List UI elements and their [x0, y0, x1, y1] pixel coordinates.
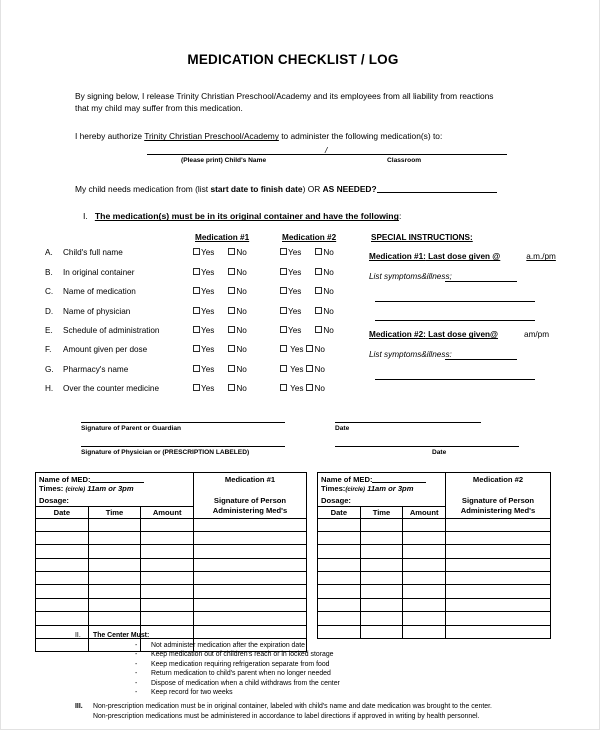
- physician-signature-caption: Signature of Physician or (PRESCRIPTION LABELED): [81, 448, 250, 456]
- checkbox-g-med2-no[interactable]: [306, 365, 313, 372]
- row-label-c: Name of medication: [63, 287, 136, 297]
- log2-times-label: Times:: [321, 484, 346, 494]
- section-one-heading: [83, 211, 551, 221]
- column-header-med1: Medication #1: [195, 233, 250, 243]
- row-letter-g: G.: [45, 364, 54, 374]
- authorize-suffix: to administer the following medication(s) to:: [278, 131, 443, 142]
- authorization-line: [75, 131, 551, 141]
- label-b-med1-yes: Yes: [201, 267, 215, 277]
- log2-cell-date[interactable]: [318, 531, 361, 544]
- table-row[interactable]: [318, 545, 551, 558]
- log2-cell-amount[interactable]: [403, 518, 446, 531]
- checkbox-f-med2-no[interactable]: [306, 345, 313, 352]
- row-a-med2-options: [280, 248, 334, 257]
- special-med2-extra-line-1[interactable]: [375, 379, 535, 380]
- medication-log-tables: [35, 472, 551, 624]
- log2-med-title: Medication #2: [472, 474, 524, 484]
- log2-col-amount: Amount: [403, 506, 446, 518]
- checkbox-c-med2-no[interactable]: [315, 287, 322, 294]
- parent-signature-line[interactable]: [81, 422, 285, 423]
- checkbox-f-med1-no[interactable]: [228, 345, 235, 352]
- special-med1-symptoms-label: List symptoms&illness;: [369, 272, 452, 282]
- physician-date-line[interactable]: [335, 446, 519, 447]
- log2-cell-date[interactable]: [318, 598, 361, 611]
- parent-date-caption: Date: [335, 424, 350, 432]
- log2-times-value[interactable]: 11am or 3pm: [367, 484, 414, 494]
- log1-cell-date[interactable]: [36, 625, 89, 638]
- log1-col-amount: Amount: [141, 506, 194, 518]
- checklist-column-headers: [35, 233, 551, 246]
- log1-cell-signature[interactable]: [194, 612, 307, 625]
- log2-cell-signature[interactable]: [446, 612, 551, 625]
- row-letter-d: D.: [45, 306, 54, 316]
- label-a-med1-yes: Yes: [201, 248, 215, 258]
- log2-cell-amount[interactable]: [403, 531, 446, 544]
- log2-cell-amount[interactable]: [403, 545, 446, 558]
- log2-cell-signature[interactable]: [446, 531, 551, 544]
- label-f-med1-no: No: [236, 345, 247, 355]
- checklist-row-h: [35, 382, 551, 401]
- checkbox-a-med2-no[interactable]: [315, 248, 322, 255]
- log1-dosage-label: Dosage:: [39, 495, 69, 505]
- log2-cell-amount[interactable]: [403, 598, 446, 611]
- label-f-med2-no: No: [314, 345, 325, 355]
- log1-med-details: [36, 472, 194, 506]
- log2-med-details: [318, 472, 446, 506]
- log1-times-value[interactable]: 11am or 3pm: [87, 484, 134, 494]
- label-a-med2-yes: Yes: [288, 248, 302, 258]
- checkbox-e-med1-no[interactable]: [228, 326, 235, 333]
- checkbox-h-med1-no[interactable]: [228, 384, 235, 391]
- row-letter-b: B.: [45, 267, 53, 277]
- log2-cell-amount[interactable]: [403, 558, 446, 571]
- log2-cell-date[interactable]: [318, 558, 361, 571]
- label-g-med1-no: No: [236, 364, 247, 374]
- label-f-med1-yes: Yes: [201, 345, 215, 355]
- medication-log-table-1: [35, 472, 307, 653]
- row-e-med1-options: [193, 326, 247, 335]
- log1-cell-time[interactable]: [88, 518, 141, 531]
- table-row[interactable]: [318, 572, 551, 585]
- log1-med-title: Medication #1: [224, 474, 276, 484]
- log2-cell-time[interactable]: [360, 598, 403, 611]
- log1-cell-signature[interactable]: [194, 572, 307, 585]
- checkbox-c-med2-yes[interactable]: [280, 287, 287, 294]
- checkbox-g-med1-no[interactable]: [228, 365, 235, 372]
- log1-cell-amount[interactable]: [141, 612, 194, 625]
- log1-cell-signature[interactable]: [194, 585, 307, 598]
- row-label-h: Over the counter medicine: [63, 384, 160, 394]
- log2-cell-signature[interactable]: [446, 558, 551, 571]
- checkbox-b-med2-no[interactable]: [315, 268, 322, 275]
- checkbox-b-med1-no[interactable]: [228, 268, 235, 275]
- row-b-med1-options: [193, 268, 247, 277]
- special-med1-extra-line-1[interactable]: [375, 301, 535, 302]
- log1-col-time: Time: [88, 506, 141, 518]
- special-med1-symptoms-input[interactable]: [445, 281, 517, 282]
- label-h-med1-yes: Yes: [201, 384, 215, 394]
- needs-part1: My child needs medication from (list: [75, 184, 211, 195]
- section-two-title: The Center Must:: [93, 631, 150, 639]
- special-med1-lastdose-text: Last dose given @: [425, 252, 501, 262]
- label-e-med2-yes: Yes: [288, 325, 302, 335]
- log1-cell-signature[interactable]: [194, 558, 307, 571]
- checkbox-d-med1-no[interactable]: [228, 307, 235, 314]
- list-item: - Keep record for two weeks: [135, 688, 233, 696]
- checkbox-h-med2-yes[interactable]: [280, 384, 287, 391]
- log2-cell-signature[interactable]: [446, 598, 551, 611]
- log2-cell-time[interactable]: [360, 518, 403, 531]
- checkbox-h-med2-no[interactable]: [306, 384, 313, 391]
- table-row[interactable]: [36, 518, 307, 531]
- label-c-med1-no: No: [236, 287, 247, 297]
- log1-signature-line1: Signature of Person: [213, 495, 287, 505]
- row-label-f: Amount given per dose: [63, 345, 148, 355]
- section-one-numeral: I.: [83, 211, 88, 222]
- log2-col-date: Date: [318, 506, 361, 518]
- label-h-med1-no: No: [236, 384, 247, 394]
- label-h-med2-no: No: [314, 384, 325, 394]
- medication-log-table-2: [317, 472, 551, 640]
- checkbox-b-med1-yes[interactable]: [193, 268, 200, 275]
- log2-cell-date[interactable]: [318, 545, 361, 558]
- special-med1-lastdose: [369, 252, 556, 261]
- label-d-med1-yes: Yes: [201, 306, 215, 316]
- as-needed-input[interactable]: [377, 183, 497, 193]
- label-a-med1-no: No: [236, 248, 247, 258]
- liability-release-text: By signing below, I release Trinity Christian Preschool/Academy and its employees from all liability from reactions that my child may suffer from this medication.: [75, 91, 494, 114]
- log2-cell-amount[interactable]: [403, 585, 446, 598]
- authorize-prefix: I hereby authorize: [75, 131, 145, 142]
- checkbox-e-med2-no[interactable]: [315, 326, 322, 333]
- log2-cell-signature[interactable]: [446, 518, 551, 531]
- row-letter-a: A.: [45, 248, 53, 258]
- needs-asneeded-bold: AS NEEDED?: [322, 184, 377, 195]
- log1-cell-date[interactable]: [36, 531, 89, 544]
- bullet-text: Keep medication requiring refrigeration separate from food: [151, 660, 330, 668]
- physician-signature-line[interactable]: [81, 446, 285, 447]
- log1-cell-time[interactable]: [88, 585, 141, 598]
- log2-signature-line2: Administering Med's: [460, 506, 536, 516]
- log2-cell-time[interactable]: [360, 612, 403, 625]
- special-med2-lastdose: [369, 330, 549, 339]
- physician-date-caption: Date: [432, 448, 447, 456]
- log2-dosage-label: Dosage:: [321, 495, 351, 505]
- form-sheet: [35, 30, 556, 721]
- row-h-med2-options: [280, 384, 325, 393]
- row-c-med2-options: [280, 287, 334, 296]
- label-g-med1-yes: Yes: [201, 364, 215, 374]
- log2-circle-note: (circle): [345, 487, 366, 494]
- row-label-g: Pharmacy's name: [63, 364, 129, 374]
- table-row[interactable]: [36, 625, 307, 638]
- label-b-med2-yes: Yes: [288, 267, 302, 277]
- log2-signature-line1: Signature of Person: [461, 495, 535, 505]
- signature-section: [35, 412, 551, 466]
- row-a-med1-options: [193, 248, 247, 257]
- checkbox-a-med2-yes[interactable]: [280, 248, 287, 255]
- label-b-med1-no: No: [236, 267, 247, 277]
- row-d-med2-options: [280, 307, 334, 316]
- log2-cell-date[interactable]: [318, 625, 361, 638]
- checkbox-c-med1-yes[interactable]: [193, 287, 200, 294]
- row-label-e: Schedule of administration: [63, 325, 160, 335]
- section-three-text: Non-prescription medication must be in original container, labeled with child's name and date medication was brought to the center. Non-prescription medications must be administered in accordance to label directions if approved in writing by health personnel.: [93, 703, 492, 720]
- log2-name-of-med-input[interactable]: [372, 475, 426, 483]
- row-letter-c: C.: [45, 287, 54, 297]
- column-header-med2: Medication #2: [282, 233, 337, 243]
- log2-header-row: [318, 472, 551, 506]
- table-row[interactable]: [36, 585, 307, 598]
- table-row[interactable]: [318, 518, 551, 531]
- label-e-med1-no: No: [236, 325, 247, 335]
- log2-cell-time[interactable]: [360, 558, 403, 571]
- checkbox-a-med1-yes[interactable]: [193, 248, 200, 255]
- column-header-special-instructions: SPECIAL INSTRUCTIONS:: [371, 233, 473, 243]
- needs-dates-bold: start date to finish date: [210, 184, 303, 195]
- row-d-med1-options: [193, 307, 247, 316]
- list-item: - Not administer medication after the expiration date: [135, 641, 305, 649]
- log2-cell-time[interactable]: [360, 625, 403, 638]
- table-row[interactable]: [318, 531, 551, 544]
- log1-cell-amount[interactable]: [141, 585, 194, 598]
- table-row[interactable]: [318, 585, 551, 598]
- bullet-text: Not administer medication after the expiration date: [151, 641, 305, 649]
- special-med2-symptoms-input[interactable]: [445, 359, 517, 360]
- log1-cell-time[interactable]: [88, 612, 141, 625]
- log1-cell-date[interactable]: [36, 545, 89, 558]
- log1-cell-amount[interactable]: [141, 531, 194, 544]
- row-letter-f: F.: [45, 345, 52, 355]
- log1-cell-time[interactable]: [88, 598, 141, 611]
- label-e-med1-yes: Yes: [201, 325, 215, 335]
- table-row[interactable]: [36, 558, 307, 571]
- log1-cell-signature[interactable]: [194, 639, 307, 652]
- log2-cell-signature[interactable]: [446, 545, 551, 558]
- log1-cell-time[interactable]: [88, 625, 141, 638]
- checkbox-f-med2-yes[interactable]: [280, 345, 287, 352]
- row-label-d: Name of physician: [63, 306, 131, 316]
- table-row[interactable]: [318, 625, 551, 638]
- bullet-text: Return medication to child's parent when no longer needed: [151, 670, 331, 678]
- checkbox-h-med1-yes[interactable]: [193, 384, 200, 391]
- name-classroom-captions: [147, 157, 507, 169]
- label-c-med2-yes: Yes: [288, 287, 302, 297]
- label-g-med2-no: No: [314, 364, 325, 374]
- log1-cell-time[interactable]: [88, 531, 141, 544]
- label-h-med2-yes: Yes: [288, 384, 304, 394]
- checkbox-c-med1-no[interactable]: [228, 287, 235, 294]
- table-row[interactable]: [318, 558, 551, 571]
- row-letter-e: E.: [45, 325, 53, 335]
- log2-col-time: Time: [360, 506, 403, 518]
- checkbox-g-med2-yes[interactable]: [280, 365, 287, 372]
- row-h-med1-options: [193, 384, 247, 393]
- log1-cell-time[interactable]: [88, 545, 141, 558]
- log2-cell-signature[interactable]: [446, 585, 551, 598]
- log1-cell-date[interactable]: [36, 558, 89, 571]
- label-g-med2-yes: Yes: [288, 364, 304, 374]
- label-d-med2-no: No: [323, 306, 334, 316]
- log1-name-of-med-label: Name of MED:: [39, 474, 91, 484]
- log1-header-row: [36, 472, 307, 506]
- row-f-med1-options: [193, 345, 247, 354]
- section-two-numeral: II.: [75, 631, 81, 639]
- label-c-med2-no: No: [323, 287, 334, 297]
- parent-signature-caption: Signature of Parent or Guardian: [81, 424, 182, 432]
- log2-cell-time[interactable]: [360, 585, 403, 598]
- log1-cell-amount[interactable]: [141, 545, 194, 558]
- table-row[interactable]: [36, 572, 307, 585]
- checkbox-g-med1-yes[interactable]: [193, 365, 200, 372]
- bullet-text: Dispose of medication when a child withdraws from the center: [151, 679, 340, 687]
- log2-cell-date[interactable]: [318, 518, 361, 531]
- log1-cell-time[interactable]: [88, 639, 141, 652]
- log2-signature-header: [446, 472, 551, 518]
- label-a-med2-no: No: [323, 248, 334, 258]
- table-row[interactable]: [36, 545, 307, 558]
- row-label-a: Child's full name: [63, 248, 123, 258]
- row-e-med2-options: [280, 326, 334, 335]
- needs-part3: ) OR: [302, 184, 323, 195]
- parent-date-line[interactable]: [335, 422, 481, 423]
- row-c-med1-options: [193, 287, 247, 296]
- log1-cell-date[interactable]: [36, 639, 89, 652]
- medication-period-line: [75, 183, 551, 194]
- list-item: - Dispose of medication when a child withdraws from the center: [135, 679, 340, 687]
- log2-name-of-med-label: Name of MED:: [321, 474, 373, 484]
- log1-name-of-med-input[interactable]: [90, 475, 144, 483]
- log2-cell-time[interactable]: [360, 545, 403, 558]
- log1-cell-amount[interactable]: [141, 639, 194, 652]
- special-med2-lastdose-text: Last dose given@: [425, 330, 499, 340]
- checkbox-d-med1-yes[interactable]: [193, 307, 200, 314]
- log1-cell-signature[interactable]: [194, 545, 307, 558]
- list-item: - Keep medication requiring refrigeration separate from food: [135, 660, 330, 668]
- log1-cell-date[interactable]: [36, 598, 89, 611]
- authorize-organization: Trinity Christian Preschool/Academy: [144, 131, 279, 142]
- log1-cell-amount[interactable]: [141, 598, 194, 611]
- table-row[interactable]: [36, 531, 307, 544]
- row-letter-h: H.: [45, 384, 54, 394]
- page-title: MEDICATION CHECKLIST / LOG: [187, 52, 399, 67]
- log1-cell-time[interactable]: [88, 572, 141, 585]
- checkbox-e-med1-yes[interactable]: [193, 326, 200, 333]
- log1-cell-signature[interactable]: [194, 531, 307, 544]
- log1-cell-amount[interactable]: [141, 572, 194, 585]
- section-one-title: The medication(s) must be in its original container and have the following: [94, 211, 399, 222]
- log2-cell-date[interactable]: [318, 612, 361, 625]
- checkbox-e-med2-yes[interactable]: [280, 326, 287, 333]
- log2-cell-date[interactable]: [318, 585, 361, 598]
- log2-cell-time[interactable]: [360, 531, 403, 544]
- row-g-med1-options: [193, 365, 247, 374]
- log1-cell-amount[interactable]: [141, 558, 194, 571]
- label-d-med1-no: No: [236, 306, 247, 316]
- classroom-caption: Classroom: [387, 157, 422, 165]
- log1-cell-signature[interactable]: [194, 598, 307, 611]
- log1-cell-amount[interactable]: [141, 625, 194, 638]
- childs-name-caption: (Please print) Child's Name: [181, 157, 267, 165]
- special-med1-ampm: a.m./pm: [526, 252, 556, 262]
- row-b-med2-options: [280, 268, 334, 277]
- special-med2-ampm: am/pm: [524, 330, 550, 340]
- section-one-colon: :: [398, 211, 402, 222]
- log1-cell-date[interactable]: [36, 572, 89, 585]
- bullet-text: Keep record for two weeks: [151, 688, 233, 696]
- label-b-med2-no: No: [323, 267, 334, 277]
- table-row[interactable]: [36, 612, 307, 625]
- child-name-classroom-field[interactable]: [147, 145, 507, 169]
- table-row[interactable]: [318, 598, 551, 611]
- log1-cell-date[interactable]: [36, 518, 89, 531]
- row-label-b: In original container: [63, 267, 135, 277]
- log1-col-date: Date: [36, 506, 89, 518]
- log1-cell-amount[interactable]: [141, 518, 194, 531]
- checkbox-d-med2-yes[interactable]: [280, 307, 287, 314]
- log2-cell-amount[interactable]: [403, 625, 446, 638]
- log1-cell-time[interactable]: [88, 558, 141, 571]
- special-med2-symptoms-label: List symptoms&illness:: [369, 350, 452, 360]
- log1-cell-date[interactable]: [36, 612, 89, 625]
- log1-cell-signature[interactable]: [194, 625, 307, 638]
- special-med1-label: Medication #1:: [369, 252, 426, 262]
- list-item: - Return medication to child's parent when no longer needed: [135, 670, 331, 678]
- label-c-med1-yes: Yes: [201, 287, 215, 297]
- special-med1-extra-line-2[interactable]: [375, 320, 535, 321]
- row-g-med2-options: [280, 365, 325, 374]
- log2-cell-amount[interactable]: [403, 572, 446, 585]
- log1-signature-line2: Administering Med's: [212, 506, 288, 516]
- row-f-med2-options: [280, 345, 325, 354]
- log1-times-label: Times:: [39, 484, 64, 494]
- list-item: - Keep medication out of children's reach or in locked storage: [135, 651, 334, 659]
- label-e-med2-no: No: [323, 325, 334, 335]
- section-three-numeral: III.: [75, 703, 83, 711]
- log2-cell-signature[interactable]: [446, 572, 551, 585]
- log2-cell-date[interactable]: [318, 572, 361, 585]
- log2-cell-signature[interactable]: [446, 625, 551, 638]
- special-med2-label: Medication #2:: [369, 330, 426, 340]
- name-classroom-separator: /: [325, 145, 328, 156]
- checkbox-d-med2-no[interactable]: [315, 307, 322, 314]
- log1-circle-note: (circle): [65, 487, 86, 494]
- table-row[interactable]: [318, 612, 551, 625]
- label-d-med2-yes: Yes: [288, 306, 302, 316]
- log2-cell-time[interactable]: [360, 572, 403, 585]
- log2-cell-amount[interactable]: [403, 612, 446, 625]
- table-row[interactable]: [36, 639, 307, 652]
- checkbox-a-med1-no[interactable]: [228, 248, 235, 255]
- table-row[interactable]: [36, 598, 307, 611]
- log1-cell-signature[interactable]: [194, 518, 307, 531]
- log1-signature-header: [194, 472, 307, 518]
- checkbox-b-med2-yes[interactable]: [280, 268, 287, 275]
- label-f-med2-yes: Yes: [288, 345, 304, 355]
- log1-cell-date[interactable]: [36, 585, 89, 598]
- bullet-text: Keep medication out of children's reach or in locked storage: [151, 651, 334, 659]
- checkbox-f-med1-yes[interactable]: [193, 345, 200, 352]
- medication-checklist-grid: [35, 233, 556, 401]
- section-three: [75, 702, 505, 721]
